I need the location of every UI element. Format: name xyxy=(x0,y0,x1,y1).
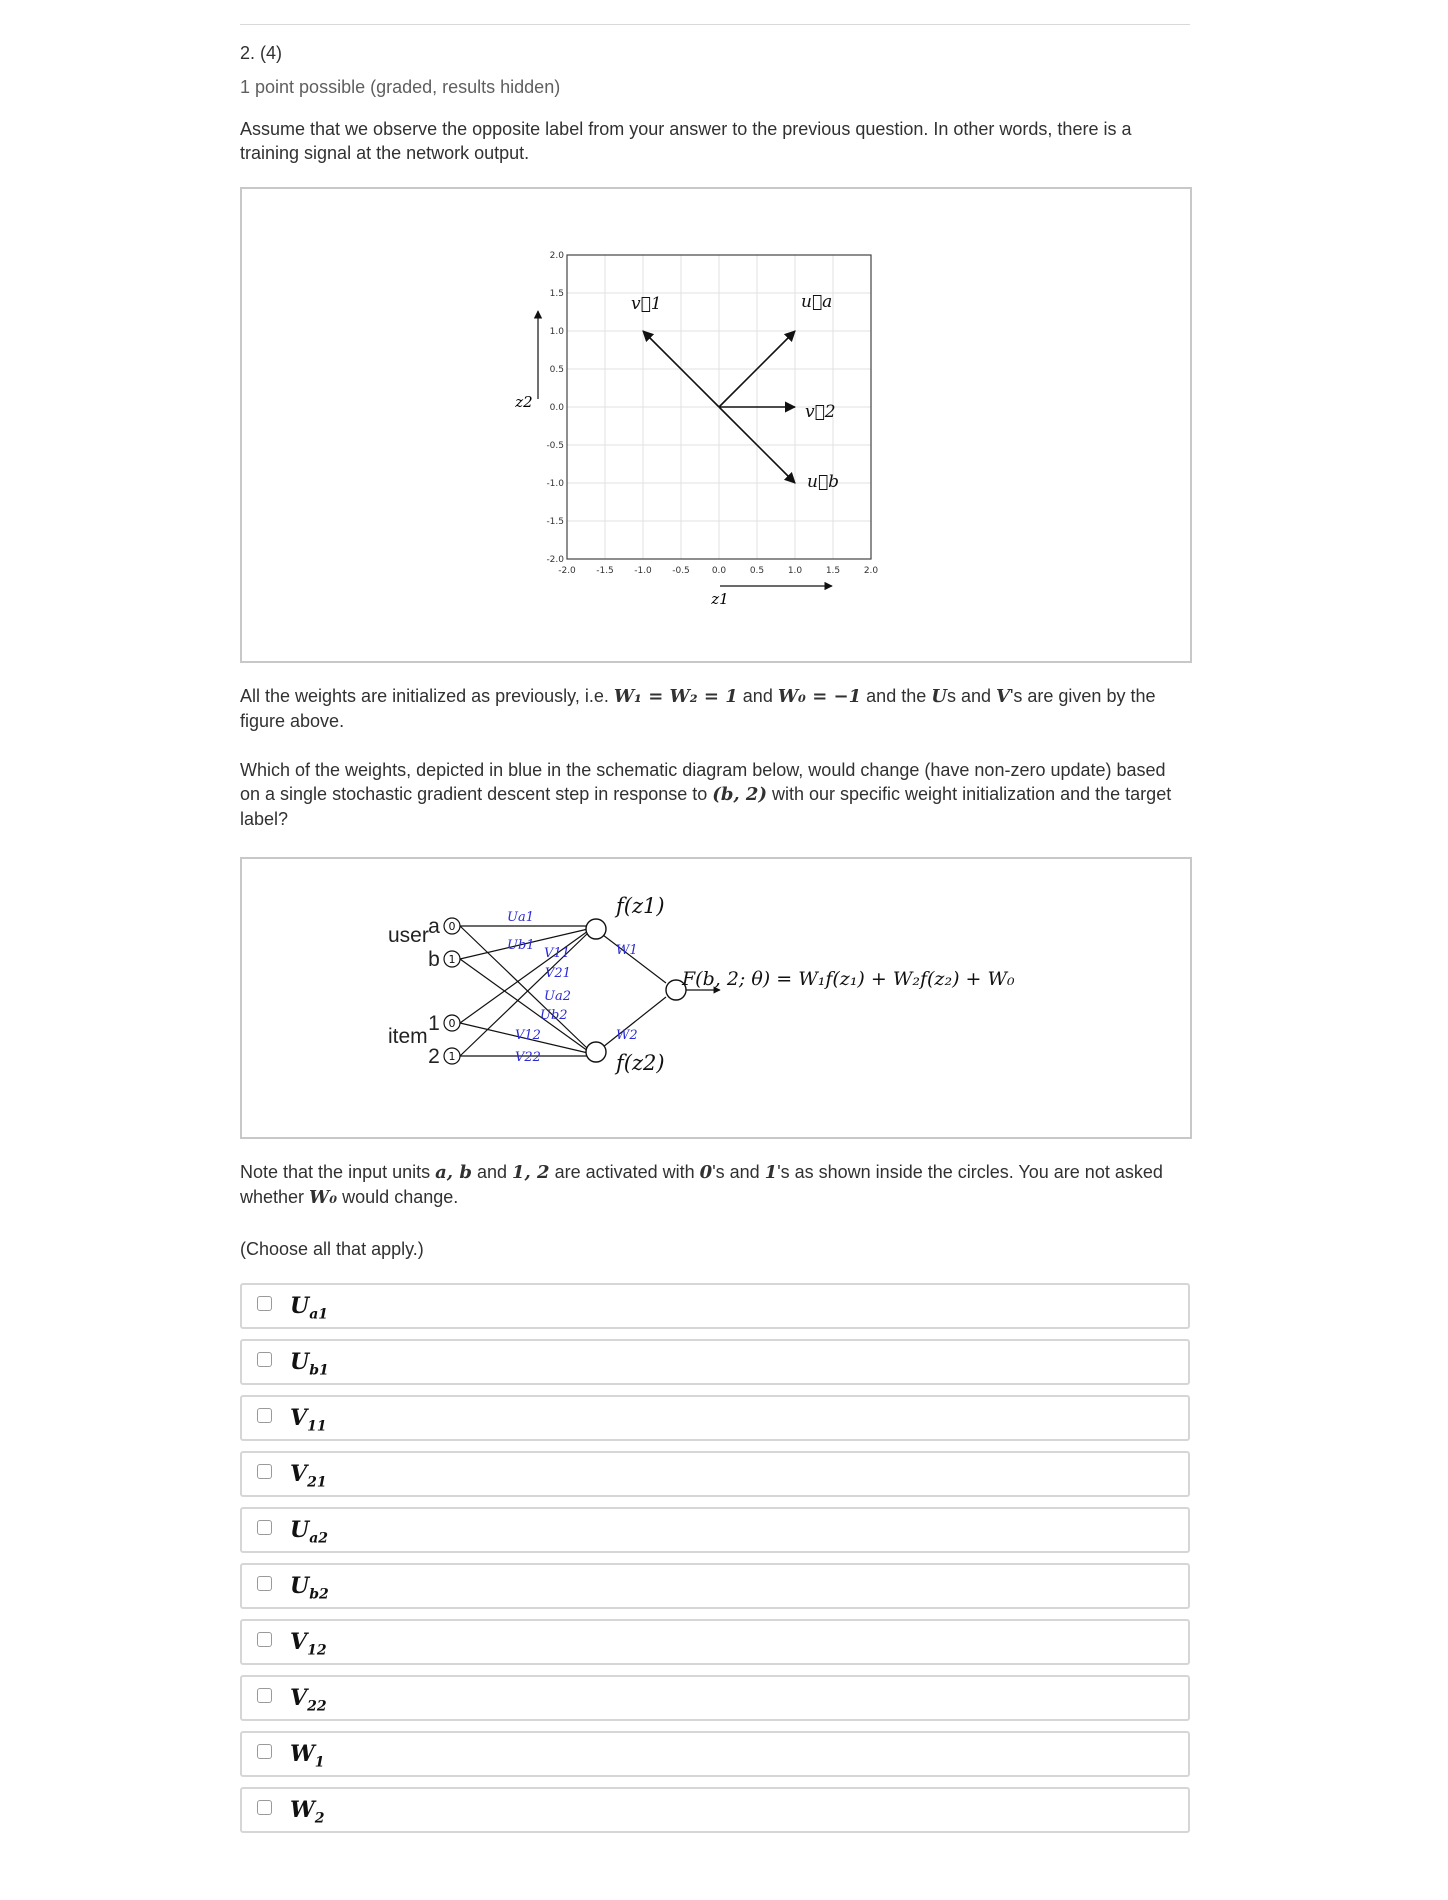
option-label xyxy=(290,1629,327,1663)
weight-label-w2: W2 xyxy=(616,1028,638,1043)
option-checkbox[interactable] xyxy=(257,1464,272,1479)
option-v11[interactable] xyxy=(240,1395,1190,1441)
option-v12[interactable] xyxy=(240,1619,1190,1665)
vector-plot xyxy=(242,189,1190,661)
weight-label-ua1: Ua1 xyxy=(507,910,534,925)
math-ab: a, b xyxy=(435,1162,472,1183)
y-tick-label: -0.5 xyxy=(546,441,564,451)
y-tick-label: -2.0 xyxy=(546,555,564,565)
option-label-subscript: b2 xyxy=(309,1586,329,1603)
vector-plot-figure xyxy=(240,187,1192,663)
option-checkbox[interactable] xyxy=(257,1408,272,1423)
math-w0-note: W₀ xyxy=(309,1187,338,1208)
weight-label-v21: V21 xyxy=(545,966,571,981)
output-formula: F(b, 2; θ) = W₁f(z₁) + W₂f(z₂) + W₀ xyxy=(682,968,1015,990)
problem-title: 2. (4) xyxy=(240,43,283,63)
option-v22[interactable] xyxy=(240,1675,1190,1721)
option-label-subscript: a1 xyxy=(309,1306,328,1323)
x-tick-label: 0.0 xyxy=(711,566,727,576)
user-label: user xyxy=(388,924,429,947)
option-label xyxy=(290,1349,329,1383)
top-divider xyxy=(240,24,1190,25)
option-checkbox[interactable] xyxy=(257,1688,272,1703)
option-label xyxy=(290,1741,324,1775)
option-w1[interactable] xyxy=(240,1731,1190,1777)
x-tick-label: 1.0 xyxy=(787,566,803,576)
x-tick-label: -2.0 xyxy=(558,566,576,576)
network-diagram-figure xyxy=(240,857,1192,1139)
option-label-base: U xyxy=(290,1293,310,1319)
option-label-base: W xyxy=(290,1741,315,1767)
hidden-node-z1 xyxy=(586,919,606,939)
input-name-2: 2 xyxy=(428,1045,440,1068)
weight-label-v11: V11 xyxy=(544,946,570,961)
option-checkbox[interactable] xyxy=(257,1800,272,1815)
weight-label-ub1: Ub1 xyxy=(507,938,535,953)
x-tick-label: 2.0 xyxy=(863,566,879,576)
input-value-a: 0 xyxy=(448,920,456,933)
input-value-1: 0 xyxy=(448,1017,456,1030)
option-ub2[interactable] xyxy=(240,1563,1190,1609)
y-tick-label: 2.0 xyxy=(549,251,564,261)
choose-instruction: (Choose all that apply.) xyxy=(240,1239,424,1259)
x-tick-label: -0.5 xyxy=(672,566,690,576)
option-label-subscript: 1 xyxy=(314,1754,325,1771)
math-w0: W₀ = −1 xyxy=(777,686,862,707)
option-label xyxy=(290,1293,328,1327)
math-one: 1 xyxy=(764,1162,778,1183)
option-label-base: V xyxy=(290,1629,308,1655)
option-label-subscript: 12 xyxy=(307,1642,327,1659)
math-w1w2: W₁ = W₂ = 1 xyxy=(613,686,738,707)
points-label: 1 point possible (graded, results hidden) xyxy=(240,77,561,97)
option-v21[interactable] xyxy=(240,1451,1190,1497)
vector-label-v1: v⃗1 xyxy=(631,294,662,314)
x-tick-label: 1.5 xyxy=(825,566,841,576)
weight-label-v22: V22 xyxy=(515,1050,541,1065)
x-tick-label: 0.5 xyxy=(749,566,765,576)
option-checkbox[interactable] xyxy=(257,1576,272,1591)
option-label xyxy=(290,1797,324,1831)
option-label-base: V xyxy=(290,1405,308,1431)
option-label-subscript: 2 xyxy=(314,1810,325,1827)
option-checkbox[interactable] xyxy=(257,1744,272,1759)
y-tick-label: 0.0 xyxy=(549,403,564,413)
network-diagram xyxy=(242,859,1190,1137)
y-tick-label: 1.0 xyxy=(549,327,564,337)
hidden-label-f-z1: f(z1) xyxy=(616,894,665,918)
y-tick-label: 1.5 xyxy=(549,289,564,299)
input-value-2: 1 xyxy=(448,1050,456,1063)
option-label xyxy=(290,1461,327,1495)
math-v: V xyxy=(995,686,1010,707)
math-zero: 0 xyxy=(699,1162,713,1183)
vector-label-ub: u⃗b xyxy=(807,472,840,492)
hidden-node-z2 xyxy=(586,1042,606,1062)
option-label xyxy=(290,1685,327,1719)
weights-paragraph: All the weights are initialized as previously, i.e. W₁ = W₂ = 1 and W₀ = −1 and the Us and V's are given by the figure above. xyxy=(240,686,1156,731)
x-tick-label: -1.5 xyxy=(596,566,614,576)
option-checkbox[interactable] xyxy=(257,1520,272,1535)
option-label xyxy=(290,1573,329,1607)
option-ua2[interactable] xyxy=(240,1507,1190,1553)
vector-label-ua: u⃗a xyxy=(801,292,833,312)
weight-label-w1: W1 xyxy=(616,943,638,958)
intro-paragraph: Assume that we observe the opposite label from your answer to the previous question. In other words, there is a training signal at the network output. xyxy=(240,119,1132,163)
question-paragraph: Which of the weights, depicted in blue in the schematic diagram below, would change (have non-zero update) based on a single stochastic gradient descent step in response to (b, 2) with our specific weight initialization and the target label? xyxy=(240,760,1172,829)
option-label-subscript: b1 xyxy=(309,1362,329,1379)
option-ub1[interactable] xyxy=(240,1339,1190,1385)
option-label-subscript: 22 xyxy=(307,1698,327,1715)
option-label-base: V xyxy=(290,1685,308,1711)
option-label-base: V xyxy=(290,1461,308,1487)
option-label xyxy=(290,1405,327,1439)
option-w2[interactable] xyxy=(240,1787,1190,1833)
option-ua1[interactable] xyxy=(240,1283,1190,1329)
input-value-b: 1 xyxy=(448,953,456,966)
option-label-subscript: 11 xyxy=(307,1418,327,1435)
weight-label-v12: V12 xyxy=(515,1028,541,1043)
option-label-base: W xyxy=(290,1797,315,1823)
y-axis-label: z2 xyxy=(515,393,533,411)
option-label-base: U xyxy=(290,1573,310,1599)
option-label-subscript: a2 xyxy=(309,1530,328,1547)
x-tick-label: -1.0 xyxy=(634,566,652,576)
input-name-a: a xyxy=(428,915,440,938)
math-u: U xyxy=(931,686,947,707)
math-b2: (b, 2) xyxy=(712,784,767,805)
y-tick-label: -1.5 xyxy=(546,517,564,527)
input-name-1: 1 xyxy=(428,1012,440,1035)
math-12: 1, 2 xyxy=(511,1162,550,1183)
option-checkbox[interactable] xyxy=(257,1296,272,1311)
option-label-base: U xyxy=(290,1349,310,1375)
y-tick-label: 0.5 xyxy=(549,365,564,375)
y-tick-label: -1.0 xyxy=(546,479,564,489)
weight-label-ub2: Ub2 xyxy=(540,1008,568,1023)
option-checkbox[interactable] xyxy=(257,1352,272,1367)
note-paragraph: Note that the input units a, b and 1, 2 are activated with 0's and 1's as shown inside the circles. You are not asked whether W₀ would change. xyxy=(240,1162,1163,1208)
hidden-label-f-z2: f(z2) xyxy=(616,1051,665,1075)
item-label: item xyxy=(388,1025,428,1048)
x-axis-label: z1 xyxy=(711,590,729,608)
option-label-subscript: 21 xyxy=(307,1474,327,1491)
option-checkbox[interactable] xyxy=(257,1632,272,1647)
vector-label-v2: v⃗2 xyxy=(805,402,836,422)
input-name-b: b xyxy=(428,948,440,971)
option-label-base: U xyxy=(290,1517,310,1543)
weight-label-ua2: Ua2 xyxy=(544,989,571,1004)
option-label xyxy=(290,1517,328,1551)
